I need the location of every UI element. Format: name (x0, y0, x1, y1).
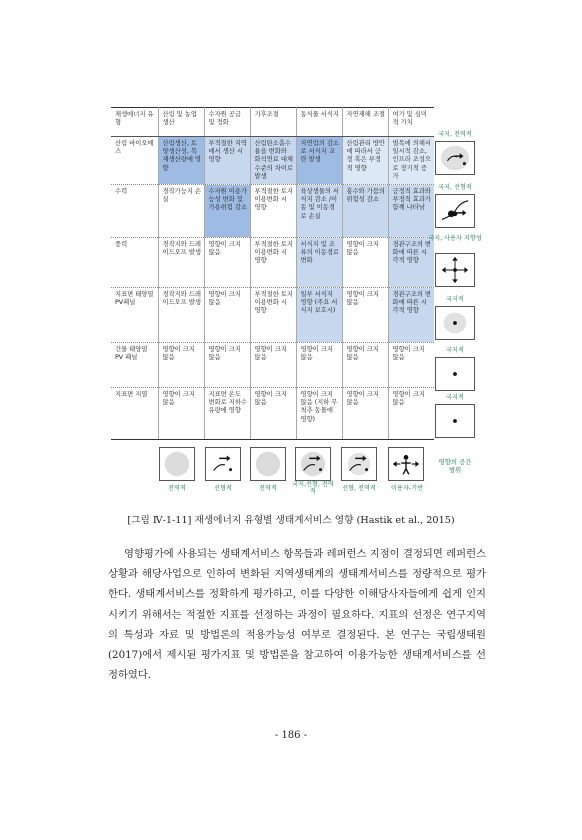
row-label: 수력 (111, 185, 158, 238)
local-icon (435, 357, 475, 391)
table-cell: 지표면 온도 변화로 지하수 유량에 영향 (204, 388, 250, 440)
table-cell: 영향이 크지 않음 (296, 343, 342, 388)
table-cell: 부적절한 토지이용변화 시 영향 (250, 185, 296, 238)
local-icon (435, 404, 475, 438)
row-label: 풍력 (111, 238, 158, 288)
header-cell: 자연재해 조절 (342, 108, 388, 137)
bottom-icon-label: 전역적 (259, 485, 277, 492)
table-header-row (111, 108, 434, 137)
table-cell: 홍수와 가뭄의 위험성 감소 (342, 185, 388, 238)
row-label: 지표면 태양열 PV패널 (111, 288, 158, 343)
local-icon (435, 306, 475, 340)
page-number: - 186 - (274, 730, 308, 741)
user-based-icon (388, 447, 424, 481)
local-global-icon (435, 141, 475, 175)
header-cell: 재생에너지 유형 (111, 108, 158, 137)
bottom-icon-label: 선형, 전역적 (342, 485, 376, 492)
table-cell: 수자원 이용가능성 변화 및 가용위험 감소 (204, 185, 250, 238)
bottom-icon-label: 이용자-기반 (390, 485, 424, 492)
bottom-icon-label: 전역적 (168, 485, 186, 492)
scale-label: 국지, 사용자 지향성 (428, 235, 482, 242)
global-icon (250, 447, 286, 481)
local-linear-icon (435, 194, 475, 228)
table-cell: 영향이 크지 않음 (250, 343, 296, 388)
header-cell: 산림 및 농업생산 (158, 108, 204, 137)
scale-label: 국지적 (446, 296, 464, 303)
table-cell: 경관구조의 변화에 따른 시각적 영향 (388, 238, 434, 288)
row-label: 건물 태양열 PV 패널 (111, 343, 158, 388)
header-cell: 동식물 서식지 (296, 108, 342, 137)
local-linear-global-icon (295, 447, 331, 481)
global-icon (159, 447, 195, 481)
table-cell: 영향이 크지 않음 (342, 343, 388, 388)
user-oriented-icon (435, 253, 475, 287)
bottom-icon-label: 선형적 (214, 485, 232, 492)
table-cell: 부적절한 토지이용변화 시 영향 (250, 238, 296, 288)
linear-icon (205, 447, 241, 481)
table-cell: 경관구조의 변화에 따른 시각적 영향 (388, 288, 434, 343)
table-row (111, 343, 434, 388)
scale-label: 국지적 (446, 394, 464, 401)
table-cell: 경작가능지 손실 (158, 185, 204, 238)
table-row (111, 185, 434, 238)
table-cell: 육상생물의 서식지 감소 /이동 및 이동경로 손실 (296, 185, 342, 238)
table-cell: 긍정적 효과와 부정적 효과가 함께 나타남 (388, 185, 434, 238)
table-cell: 일부 서식지 영향 (주요 서식지 보호시) (296, 288, 342, 343)
table-cell: 영향이 크지 않음 (204, 343, 250, 388)
scale-label: 국지, 선형적 (438, 184, 472, 191)
table-cell: 자연림의 감소로 서식지 교란 발생 (296, 137, 342, 185)
header-cell: 기후조절 (250, 108, 296, 137)
table-row (111, 388, 434, 440)
legend-label: 영향의 공간범위 (438, 458, 472, 474)
table-cell: 산림탄소흡수율을 변화와 화석연료 대체수준의 차이로 발생 (250, 137, 296, 185)
table-cell: 영향이 크지 않음 (342, 388, 388, 440)
scale-label: 국지, 전역적 (438, 131, 472, 138)
table-cell: 영향이 크지 않음 (342, 288, 388, 343)
table-cell: 영향이 크지 않음 (204, 238, 250, 288)
table-cell: 경작지와 드레이드오프 발생 (158, 288, 204, 343)
table-cell: 산림생산, 토양생산성, 목재생산량에 영향 (158, 137, 204, 185)
row-label: 산림 바이오매스 (111, 137, 158, 185)
bottom-icon-label: 국지,선형, 전역적 (292, 481, 334, 495)
row-label: 지표면 지열 (111, 388, 158, 440)
table-cell: 산림관리 방안에 따라서 긍정 혹은 부정적 영향 (342, 137, 388, 185)
table-cell: 영향이 크지 않음 (342, 238, 388, 288)
header-cell: 수자원 공급 및 정화 (204, 108, 250, 137)
table-row (111, 137, 434, 185)
ecosystem-impact-table (111, 107, 434, 440)
table-cell: 영향이 크지 않음 (250, 388, 296, 440)
table-cell: 영향이 크지 않음 (지하 무척추 동물에 영향) (296, 388, 342, 440)
table-cell: 부적절한 지역에서 생산 시 영향 (204, 137, 250, 185)
table-cell: 영향이 크지 않음 (388, 388, 434, 440)
table-cell: 영향이 크지 않음 (158, 388, 204, 440)
table-cell: 경작지와 드레이드오프 발생 (158, 238, 204, 288)
table-cell: 영향이 크지 않음 (158, 343, 204, 388)
table-cell: 벌목에 의해서 일시적 감소, 인프라 조성으로 장기적 증가 (388, 137, 434, 185)
header-cell: 여가 및 심미적 가치 (388, 108, 434, 137)
body-paragraph: 영향평가에 사용되는 생태계서비스 항목들과 레퍼런스 지점이 결정되면 레퍼런스 상황과 해당사업으로 인하여 변화된 지역생태계의 생태계서비스를 정량적으로 평가한다. 생태계서비스를 정확하게 평가하고, 이를 다양한 이해당사자들에게 쉽게 인지시키기 위해서는 적절한 지표를 선정하는 과정이 필요하다. 지표의 선정은 연구지역의 특성과 자료 및 방법론의 적용가능성 여부로 결정된다. 본 연구는 국립생태원(2017)에서 제시된 평가지표 및 방법론을 참고하여 이용가능한 생태계서비스를 선정하였다. (108, 548, 486, 682)
table-cell: 영향이 크지 않음 (204, 288, 250, 343)
figure-caption: [그림 Ⅳ-1-11] 재생에너지 유형별 생태계서비스 영향 (Hastik et al., 2015) (127, 515, 455, 526)
scale-label: 국지적 (446, 347, 464, 354)
table-cell: 서식지 및 조류의 이동경로 변화 (296, 238, 342, 288)
table-cell: 영향이 크지 않음 (388, 343, 434, 388)
table-row (111, 238, 434, 288)
linear-global-icon (341, 447, 377, 481)
table-row (111, 288, 434, 343)
table-cell: 부적절한 토지이용변화 시 영향 (250, 288, 296, 343)
